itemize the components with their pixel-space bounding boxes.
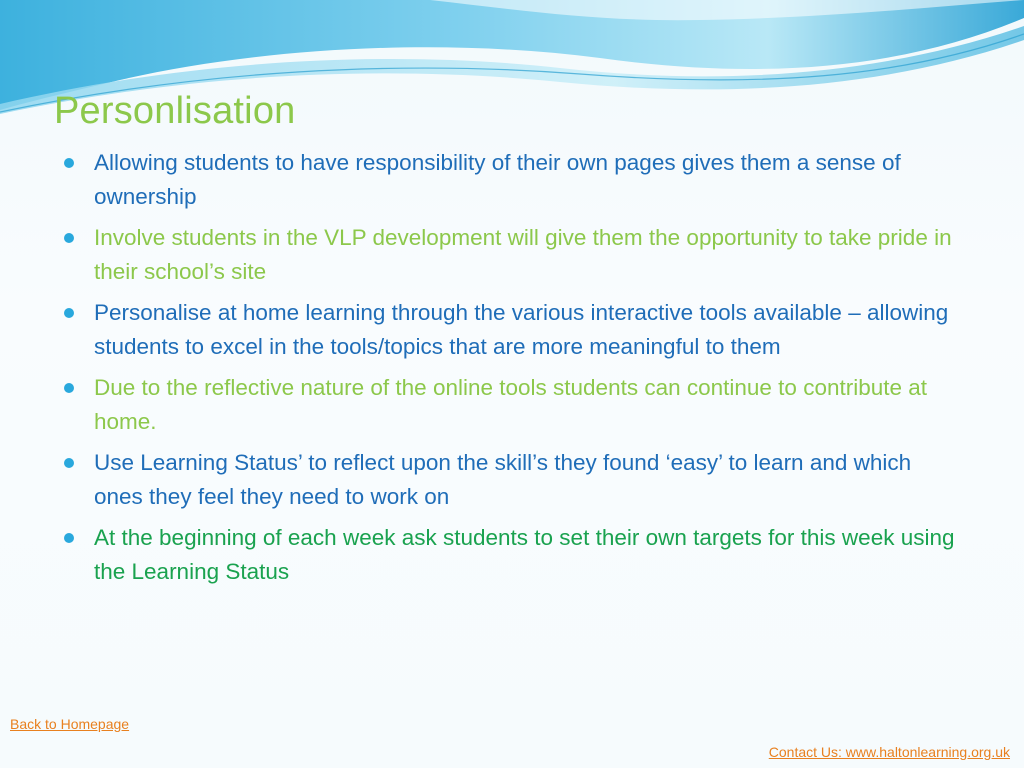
bullet-item: [60, 521, 960, 589]
bullet-item: [60, 221, 960, 289]
bullet-item: [60, 296, 960, 364]
bullet-icon: [64, 233, 74, 243]
bullet-icon: [64, 533, 74, 543]
bullet-icon: [64, 383, 74, 393]
bullet-item: [60, 371, 960, 439]
bullet-text: Use Learning Status’ to reflect upon the skill’s they found ‘easy’ to learn and which ones they feel they need to work on: [94, 450, 912, 509]
bullet-item: [60, 446, 960, 514]
bullet-text: Personalise at home learning through the various interactive tools available – allowing students to excel in the tools/topics that are more meaningful to them: [94, 300, 949, 359]
back-to-homepage-link[interactable]: Back to Homepage: [10, 716, 130, 732]
contact-us-link[interactable]: Contact Us: www.haltonlearning.org.uk: [768, 744, 1010, 760]
slide-title: Personlisation: [54, 90, 296, 132]
bullet-icon: [64, 158, 74, 168]
bullet-text: Due to the reflective nature of the online tools students can continue to contribute at home.: [94, 375, 928, 434]
bullet-icon: [64, 458, 74, 468]
bullet-text: At the beginning of each week ask students to set their own targets for this week using the Learning Status: [94, 525, 955, 584]
bullet-icon: [64, 308, 74, 318]
bullet-list: [60, 146, 960, 596]
bullet-text: Allowing students to have responsibility of their own pages gives them a sense of ownership: [94, 150, 901, 209]
bullet-item: [60, 146, 960, 214]
bullet-text: Involve students in the VLP development will give them the opportunity to take pride in their school’s site: [94, 225, 952, 284]
